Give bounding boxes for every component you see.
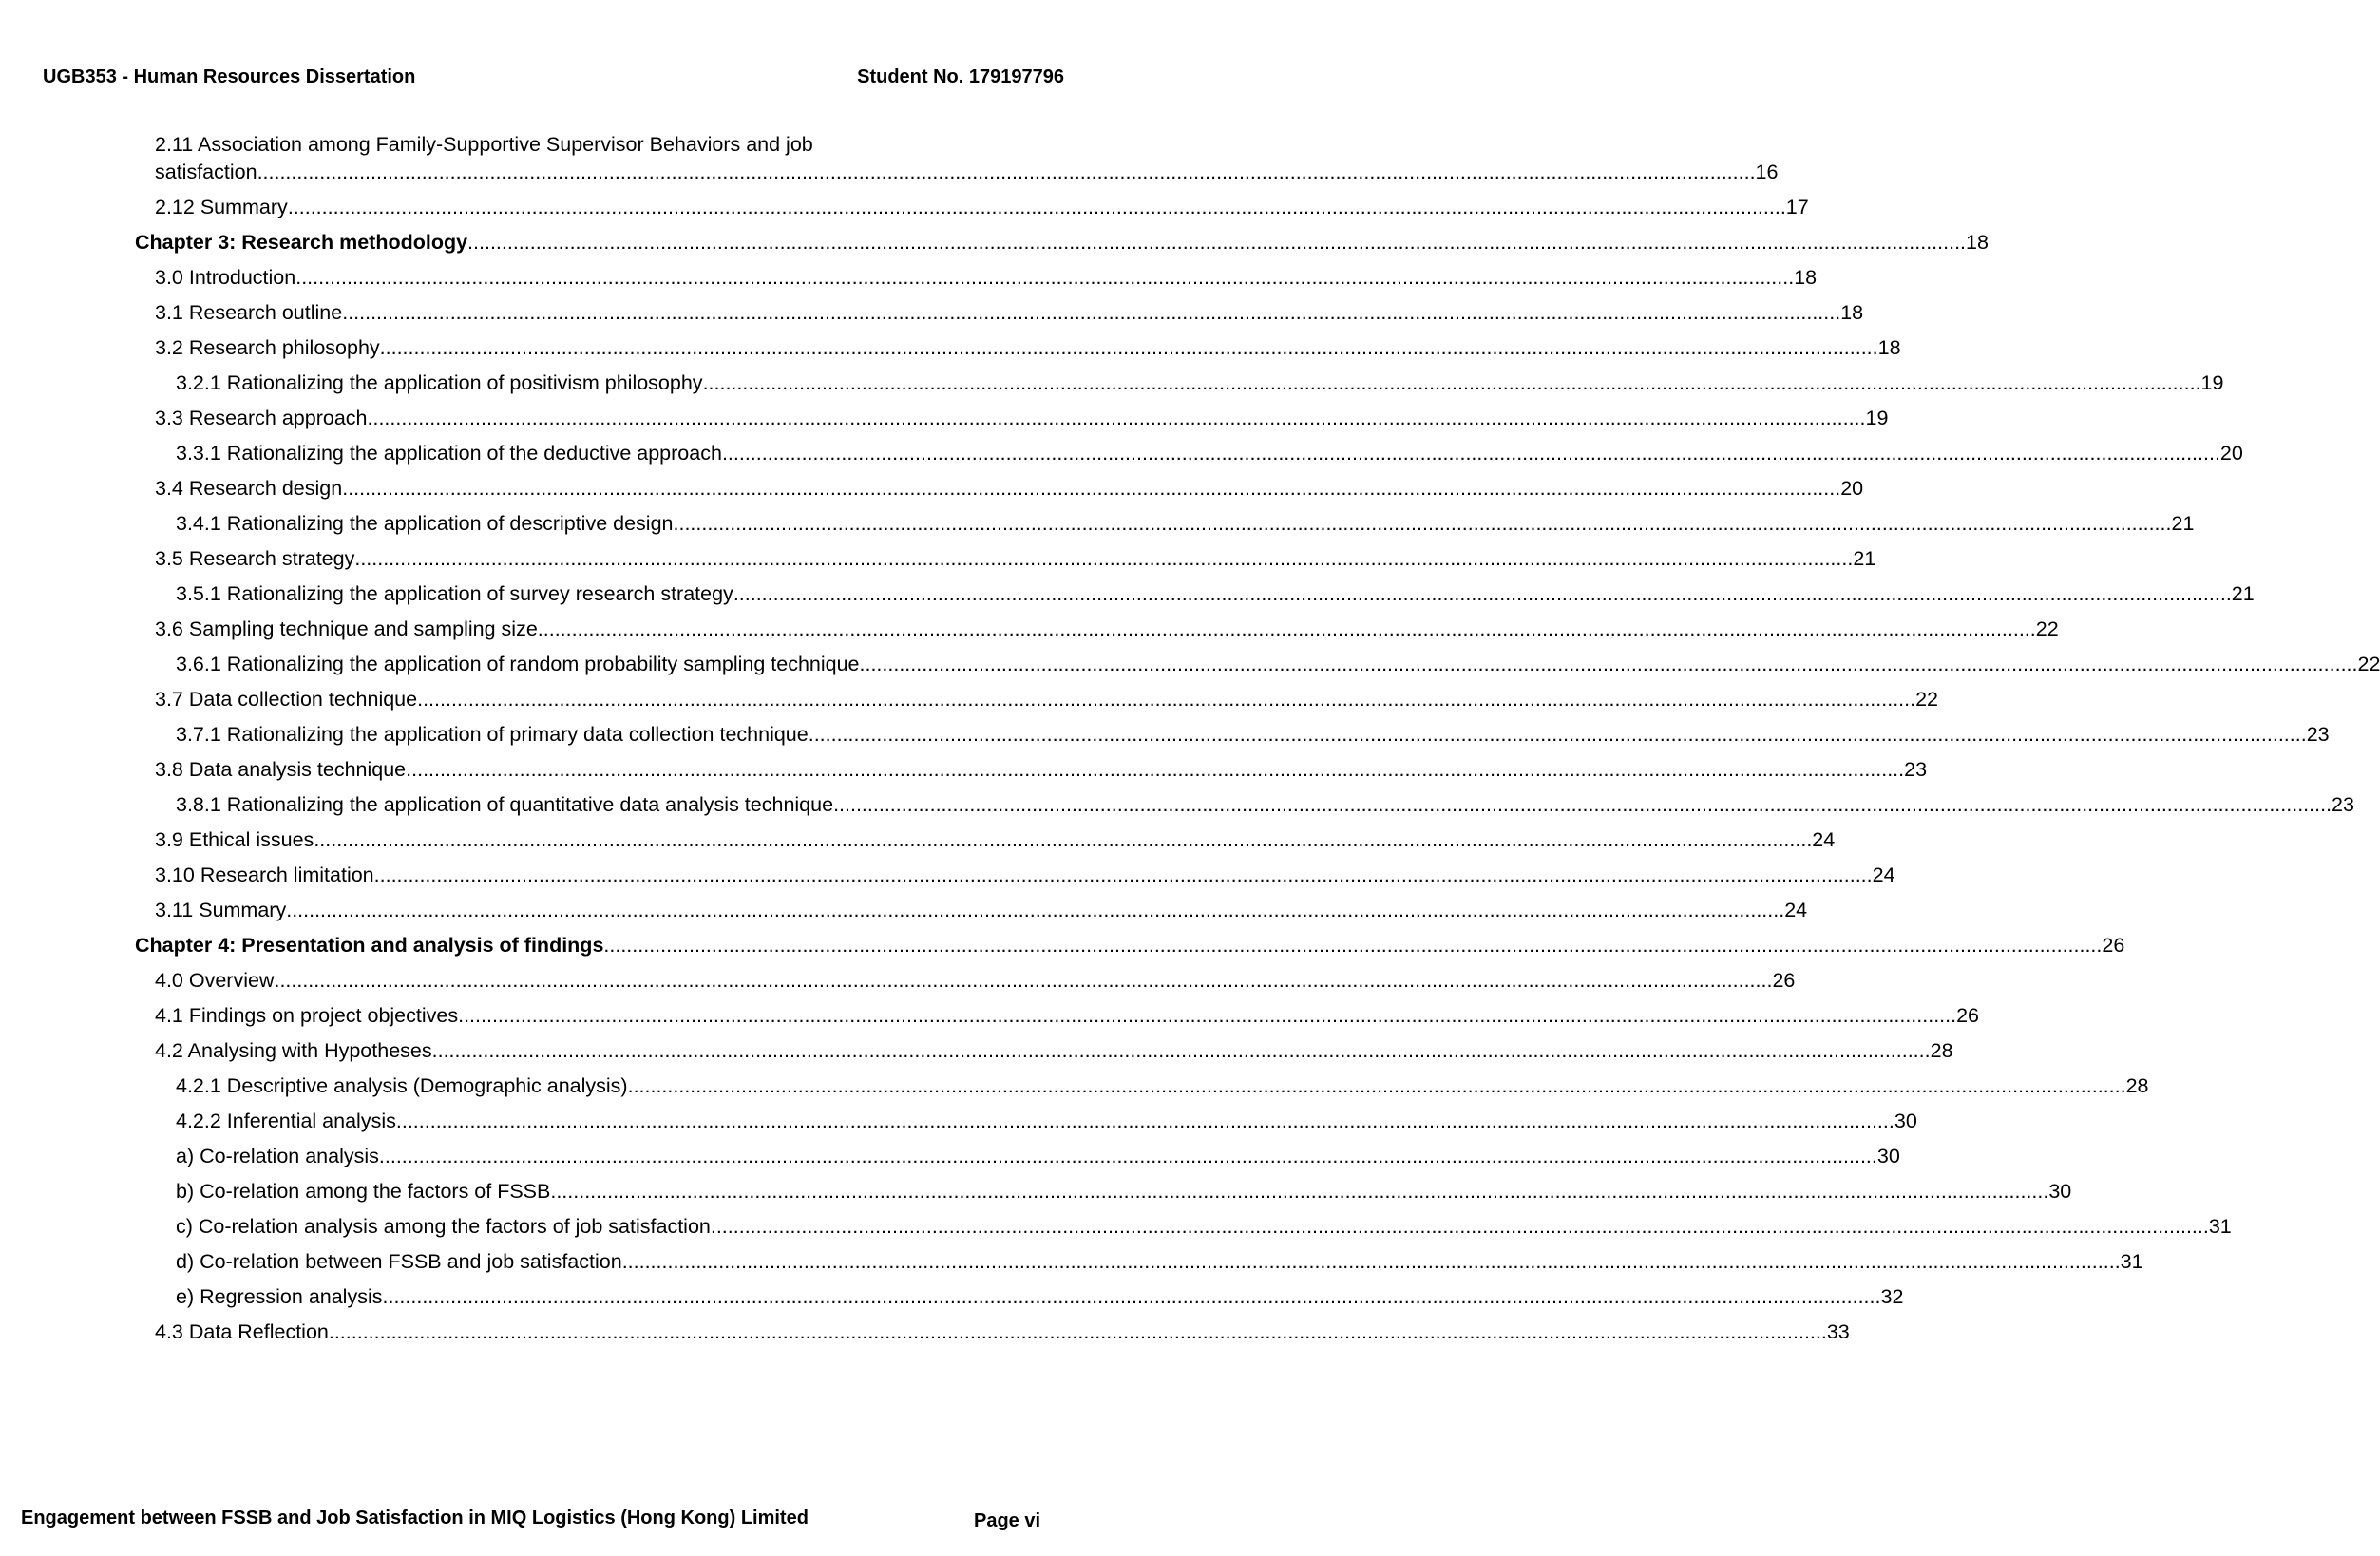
toc-subentry[interactable] xyxy=(0,440,2243,475)
toc-entry-page: 20 xyxy=(2219,442,2243,465)
toc-entry-page: 31 xyxy=(2208,1215,2232,1238)
toc-entry-page: 20 xyxy=(1840,477,1864,500)
toc-entry-text: 4.0 Overview xyxy=(155,969,275,992)
toc-entry-page: 18 xyxy=(1966,231,1989,254)
toc-subentry[interactable] xyxy=(0,1143,1900,1178)
toc-entry-text: 3.11 Summary xyxy=(155,899,287,921)
toc-entry-page: 21 xyxy=(2171,512,2195,535)
dot-leader xyxy=(396,1108,1894,1135)
toc-entry-text: 3.9 Ethical issues xyxy=(155,828,314,851)
toc-entry[interactable] xyxy=(0,545,1876,580)
toc-entry-page: 26 xyxy=(1956,1004,1980,1027)
toc-subentry[interactable] xyxy=(0,651,2380,686)
header-title: UGB353 - Human Resources Dissertation xyxy=(43,66,416,87)
dot-leader xyxy=(329,1319,1827,1346)
toc-entry[interactable] xyxy=(0,475,1864,510)
toc-entry-page: 18 xyxy=(1840,301,1864,324)
toc-entry-text: 2.11 Association among Family-Supportive Supervisor Behaviors and job xyxy=(155,133,813,156)
dot-leader xyxy=(628,1072,2126,1100)
toc-entry-text: 3.6 Sampling technique and sampling size xyxy=(155,617,538,640)
toc-entry-text: 3.8 Data analysis technique xyxy=(155,758,407,781)
toc-entry-text: d) Co-relation between FSSB and job satisfaction xyxy=(176,1250,622,1273)
dot-leader xyxy=(538,616,2036,643)
toc-entry[interactable] xyxy=(0,826,1836,862)
toc-entry-page: 30 xyxy=(2048,1180,2072,1203)
toc-entry-text: 3.2 Research philosophy xyxy=(155,336,380,359)
toc-subentry[interactable] xyxy=(0,1108,1917,1143)
dot-leader xyxy=(368,405,1866,432)
toc-entry[interactable] xyxy=(0,686,1939,721)
dot-leader xyxy=(711,1213,2209,1241)
toc-entry-text: 3.4.1 Rationalizing the application of descriptive design xyxy=(176,512,674,535)
toc-entry-text: 3.4 Research design xyxy=(155,477,343,500)
dot-leader xyxy=(379,1143,1877,1170)
toc-subentry[interactable] xyxy=(0,721,2330,756)
dot-leader xyxy=(833,791,2332,819)
dot-leader xyxy=(274,967,1772,995)
toc-entry-page: 24 xyxy=(1812,828,1836,851)
toc-entry[interactable] xyxy=(0,1002,1980,1037)
header-student-number: Student No. 179197796 xyxy=(857,66,1064,87)
toc-entry-page: 32 xyxy=(1880,1285,1904,1308)
toc-entry-text: 3.2.1 Rationalizing the application of positivism philosophy xyxy=(176,371,703,394)
toc-entry-page: 22 xyxy=(2357,653,2380,675)
toc-entry[interactable] xyxy=(0,967,1796,1002)
dot-leader xyxy=(342,475,1840,503)
toc-entry-page: 22 xyxy=(2035,617,2059,640)
toc-entry[interactable] xyxy=(0,334,1901,370)
dot-leader xyxy=(674,510,2172,538)
dot-leader xyxy=(703,370,2201,397)
toc-entry-page: 23 xyxy=(2332,793,2354,816)
toc-entry-text: 3.10 Research limitation xyxy=(155,863,374,886)
toc-entry-text: 4.1 Findings on project objectives xyxy=(155,1004,459,1027)
toc-entry-page: 22 xyxy=(1915,688,1939,711)
toc-entry-text: 4.3 Data Reflection xyxy=(155,1320,329,1343)
dot-leader xyxy=(383,1283,1881,1311)
toc-entry[interactable] xyxy=(0,1037,1953,1072)
toc-entry-page: 24 xyxy=(1872,863,1895,886)
toc-subentry[interactable] xyxy=(0,510,2195,545)
toc-entry-page: 33 xyxy=(1826,1320,1850,1343)
dot-leader xyxy=(342,299,1840,327)
dot-leader xyxy=(467,229,1966,256)
toc-subentry[interactable] xyxy=(0,1072,2149,1108)
toc-entry-text: Chapter 3: Research methodology xyxy=(135,231,468,254)
toc-entry-page: 17 xyxy=(1785,196,1809,218)
toc-entry-page: 30 xyxy=(1876,1145,1900,1167)
toc-entry-page: 28 xyxy=(1930,1039,1953,1062)
toc-entry-text: c) Co-relation analysis among the factors of job satisfaction xyxy=(176,1215,711,1238)
toc-subentry[interactable] xyxy=(0,791,2354,826)
dot-leader xyxy=(458,1002,1956,1030)
dot-leader xyxy=(295,264,1794,292)
toc-entry-text: Chapter 4: Presentation and analysis of findings xyxy=(135,934,604,957)
dot-leader xyxy=(288,194,1786,221)
toc-entry-page: 21 xyxy=(1853,547,1876,570)
toc-entry[interactable] xyxy=(0,194,1809,229)
toc-entry-page: 28 xyxy=(2125,1074,2149,1097)
toc-entry-page: 18 xyxy=(1877,336,1901,359)
toc-entry-text: e) Regression analysis xyxy=(176,1285,383,1308)
toc-entry-page: 26 xyxy=(2102,934,2125,957)
toc-entry[interactable] xyxy=(0,862,1895,897)
toc-entry-text: 4.2 Analysing with Hypotheses xyxy=(155,1039,432,1062)
dot-leader xyxy=(809,721,2307,749)
toc-entry-text: 3.1 Research outline xyxy=(155,301,343,324)
toc-entry[interactable] xyxy=(0,756,1928,791)
toc-subentry[interactable] xyxy=(0,1283,1904,1319)
toc-entry-page: 18 xyxy=(1794,266,1818,289)
dot-leader xyxy=(722,440,2220,467)
dot-leader xyxy=(257,159,1756,186)
dot-leader xyxy=(354,545,1853,573)
table-of-contents xyxy=(0,131,2380,1354)
toc-entry-text: a) Co-relation analysis xyxy=(176,1145,379,1167)
toc-entry-page: 24 xyxy=(1784,899,1808,921)
toc-entry-page: 30 xyxy=(1894,1110,1917,1132)
toc-entry[interactable] xyxy=(0,299,1864,334)
toc-entry-text: 3.0 Introduction xyxy=(155,266,296,289)
dot-leader xyxy=(286,897,1784,924)
toc-subentry[interactable] xyxy=(0,1248,2143,1283)
dot-leader xyxy=(603,932,2102,959)
toc-entry-page: 19 xyxy=(2200,371,2224,394)
dot-leader xyxy=(417,686,1915,713)
toc-entry-text: 3.6.1 Rationalizing the application of random probability sampling technique xyxy=(176,653,860,675)
dot-leader xyxy=(860,651,2358,678)
dot-leader xyxy=(432,1037,1931,1065)
toc-subentry[interactable] xyxy=(0,1213,2232,1248)
toc-entry-text: 3.3.1 Rationalizing the application of the deductive approach xyxy=(176,442,722,465)
toc-subentry[interactable] xyxy=(0,370,2224,405)
toc-entry[interactable] xyxy=(0,897,1808,932)
dot-leader xyxy=(374,862,1873,889)
toc-entry-page: 31 xyxy=(2120,1250,2143,1273)
toc-subentry[interactable] xyxy=(0,580,2255,616)
footer-title: Engagement between FSSB and Job Satisfaction in MIQ Logistics (Hong Kong) Limited xyxy=(21,1508,809,1528)
toc-chapter-entry[interactable] xyxy=(0,229,1989,264)
toc-entry[interactable] xyxy=(0,1319,1850,1354)
toc-chapter-entry[interactable] xyxy=(0,932,2125,967)
dot-leader xyxy=(550,1178,2048,1205)
dot-leader xyxy=(380,334,1878,362)
toc-entry-text: 4.2.1 Descriptive analysis (Demographic analysis) xyxy=(176,1074,628,1097)
toc-entry-text: b) Co-relation among the factors of FSSB xyxy=(176,1180,551,1203)
dot-leader xyxy=(733,580,2232,608)
dot-leader xyxy=(622,1248,2121,1276)
toc-entry-text: 4.2.2 Inferential analysis xyxy=(176,1110,396,1132)
page-number: Page vi xyxy=(974,1510,1041,1531)
toc-entry-text: 3.8.1 Rationalizing the application of quantitative data analysis technique xyxy=(176,793,834,816)
toc-entry[interactable] xyxy=(0,131,1779,194)
toc-entry[interactable] xyxy=(0,264,1818,299)
toc-entry-text: 3.3 Research approach xyxy=(155,407,368,429)
toc-entry-text: 3.5 Research strategy xyxy=(155,547,355,570)
toc-entry[interactable] xyxy=(0,405,1889,440)
dot-leader xyxy=(314,826,1812,854)
toc-entry-page: 16 xyxy=(1755,161,1779,183)
toc-entry-page: 19 xyxy=(1865,407,1889,429)
toc-entry-page: 23 xyxy=(2306,723,2330,746)
dot-leader xyxy=(406,756,1904,784)
toc-entry-text: 2.12 Summary xyxy=(155,196,288,218)
toc-entry-text: 3.5.1 Rationalizing the application of survey research strategy xyxy=(176,582,733,605)
toc-entry-page: 26 xyxy=(1772,969,1796,992)
toc-subentry[interactable] xyxy=(0,1178,2072,1213)
toc-entry-text-continued: satisfaction xyxy=(155,161,257,183)
toc-entry-text: 3.7.1 Rationalizing the application of primary data collection technique xyxy=(176,723,809,746)
toc-entry-page: 23 xyxy=(1904,758,1928,781)
toc-entry-text: 3.7 Data collection technique xyxy=(155,688,418,711)
toc-entry-page: 21 xyxy=(2231,582,2255,605)
toc-entry[interactable] xyxy=(0,616,2059,651)
